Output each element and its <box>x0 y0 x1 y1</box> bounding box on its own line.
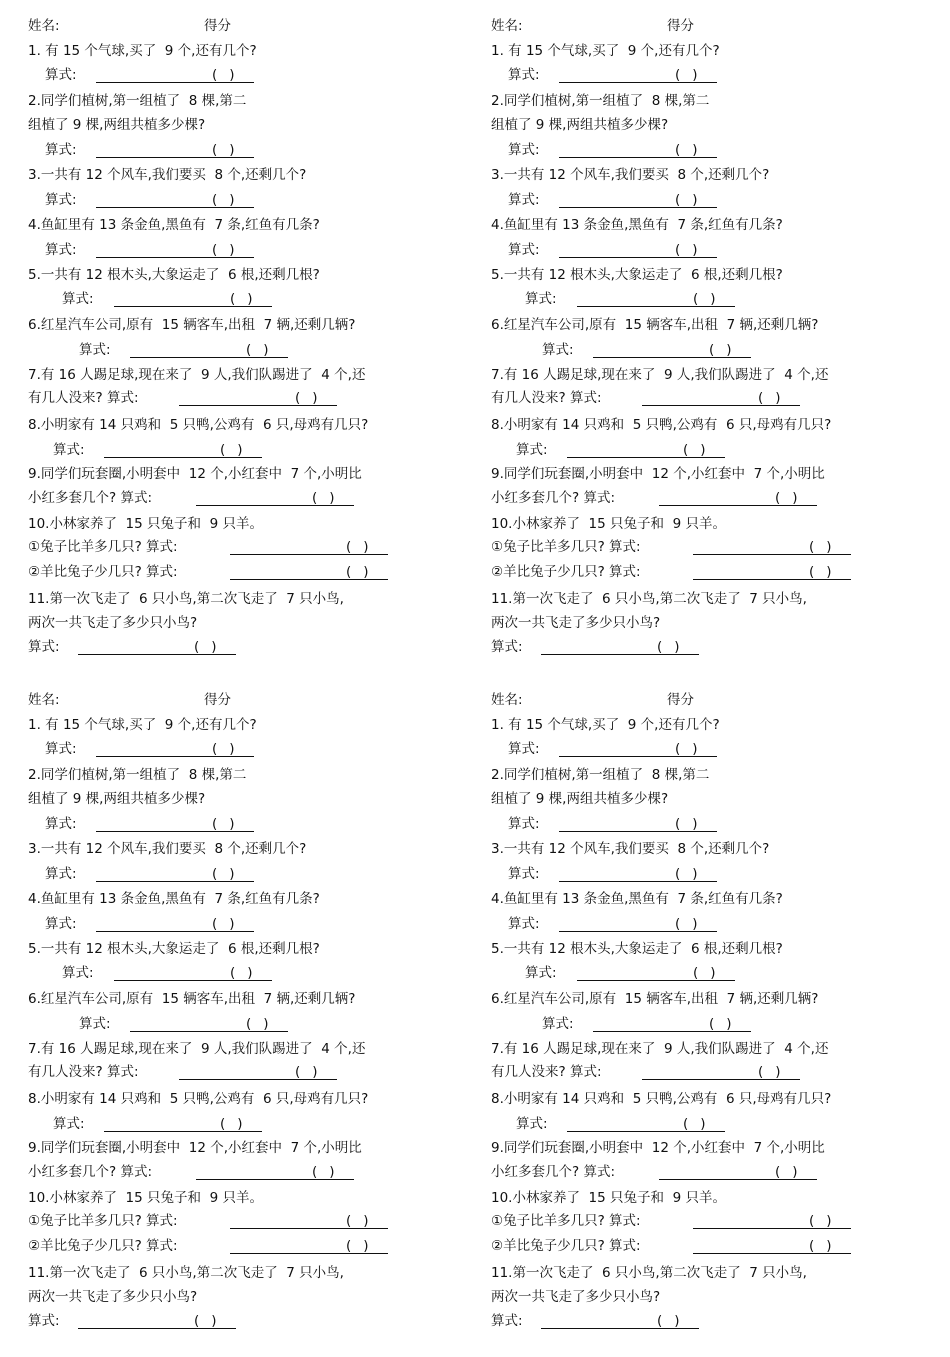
answer-paren: ( ) <box>683 1116 706 1132</box>
question-10-part-a: ①兔子比羊多几只? 算式: <box>28 539 178 555</box>
question-8: 8.小明家有 14 只鸡和 5 只鸭,公鸡有 6 只,母鸡有几只? <box>491 417 832 433</box>
question-2-cont: 组植了 9 棵,两组共植多少棵? <box>491 117 669 133</box>
answer-line[interactable] <box>593 342 751 358</box>
question-2-cont: 组植了 9 棵,两组共植多少棵? <box>28 117 206 133</box>
question-5: 5.一共有 12 根木头,大象运走了 6 根,还剩几根? <box>491 267 783 283</box>
question-10-part-a: ①兔子比羊多几只? 算式: <box>491 1213 641 1229</box>
answer-line[interactable] <box>96 242 254 258</box>
answer-line[interactable] <box>104 1116 262 1132</box>
question-11-cont: 两次一共飞走了多少只小鸟? <box>28 1289 198 1305</box>
answer-line[interactable] <box>559 67 717 83</box>
question-7-cont: 有几人没来? 算式: <box>491 390 602 406</box>
formula-label: 算式: <box>508 192 540 208</box>
question-10: 10.小林家养了 15 只兔子和 9 只羊。 <box>28 516 263 532</box>
answer-line[interactable] <box>559 192 717 208</box>
question-11: 11.第一次飞走了 6 只小鸟,第二次飞走了 7 只小鸟, <box>491 1265 807 1281</box>
answer-line[interactable] <box>559 242 717 258</box>
score-label: 得分 <box>667 18 694 34</box>
answer-paren: ( ) <box>709 1016 732 1032</box>
answer-paren: ( ) <box>220 1116 243 1132</box>
formula-label: 算式: <box>45 741 77 757</box>
formula-label: 算式: <box>79 1016 111 1032</box>
question-1: 1. 有 15 个气球,买了 9 个,还有几个? <box>491 43 720 59</box>
question-9-cont: 小红多套几个? 算式: <box>491 490 616 506</box>
answer-line[interactable] <box>96 741 254 757</box>
score-label: 得分 <box>667 692 694 708</box>
answer-paren: ( ) <box>758 390 781 406</box>
question-10-part-a: ①兔子比羊多几只? 算式: <box>28 1213 178 1229</box>
formula-label: 算式: <box>508 866 540 882</box>
answer-line[interactable] <box>659 490 817 506</box>
answer-line[interactable] <box>541 1313 699 1329</box>
answer-line[interactable] <box>78 1313 236 1329</box>
answer-paren: ( ) <box>230 291 253 307</box>
question-6: 6.红星汽车公司,原有 15 辆客车,出租 7 辆,还剩几辆? <box>491 991 819 1007</box>
answer-line[interactable] <box>96 916 254 932</box>
answer-paren: ( ) <box>212 916 235 932</box>
answer-line[interactable] <box>179 1064 337 1080</box>
question-8: 8.小明家有 14 只鸡和 5 只鸭,公鸡有 6 只,母鸡有几只? <box>491 1091 832 1107</box>
answer-paren: ( ) <box>295 1064 318 1080</box>
answer-paren: ( ) <box>675 67 698 83</box>
answer-paren: ( ) <box>809 1238 832 1254</box>
answer-paren: ( ) <box>346 539 369 555</box>
question-6: 6.红星汽车公司,原有 15 辆客车,出租 7 辆,还剩几辆? <box>491 317 819 333</box>
question-11: 11.第一次飞走了 6 只小鸟,第二次飞走了 7 只小鸟, <box>28 1265 344 1281</box>
answer-line[interactable] <box>559 916 717 932</box>
answer-paren: ( ) <box>212 741 235 757</box>
formula-label: 算式: <box>542 1016 574 1032</box>
formula-label: 算式: <box>45 142 77 158</box>
question-4: 4.鱼缸里有 13 条金鱼,黑鱼有 7 条,红鱼有几条? <box>28 891 320 907</box>
answer-line[interactable] <box>693 1213 851 1229</box>
answer-line[interactable] <box>179 390 337 406</box>
answer-line[interactable] <box>78 639 236 655</box>
answer-paren: ( ) <box>775 1164 798 1180</box>
question-5: 5.一共有 12 根木头,大象运走了 6 根,还剩几根? <box>28 941 320 957</box>
question-7: 7.有 16 人踢足球,现在来了 9 人,我们队踢进了 4 个,还 <box>491 1041 829 1057</box>
formula-label: 算式: <box>62 965 94 981</box>
question-4: 4.鱼缸里有 13 条金鱼,黑鱼有 7 条,红鱼有几条? <box>28 217 320 233</box>
question-1: 1. 有 15 个气球,买了 9 个,还有几个? <box>28 717 257 733</box>
question-2-cont: 组植了 9 棵,两组共植多少棵? <box>491 791 669 807</box>
answer-paren: ( ) <box>809 539 832 555</box>
name-label: 姓名: <box>491 692 523 708</box>
formula-label: 算式: <box>508 816 540 832</box>
answer-line[interactable] <box>642 1064 800 1080</box>
name-label: 姓名: <box>28 692 60 708</box>
answer-line[interactable] <box>559 142 717 158</box>
answer-line[interactable] <box>96 816 254 832</box>
answer-paren: ( ) <box>675 741 698 757</box>
formula-label: 算式: <box>542 342 574 358</box>
answer-paren: ( ) <box>212 866 235 882</box>
question-3: 3.一共有 12 个风车,我们要买 8 个,还剩几个? <box>491 841 770 857</box>
formula-label: 算式: <box>45 67 77 83</box>
formula-label: 算式: <box>525 291 557 307</box>
answer-paren: ( ) <box>675 866 698 882</box>
formula-label: 算式: <box>491 639 523 655</box>
formula-label: 算式: <box>53 1116 85 1132</box>
answer-line[interactable] <box>693 564 851 580</box>
formula-label: 算式: <box>28 1313 60 1329</box>
formula-label: 算式: <box>53 442 85 458</box>
answer-paren: ( ) <box>194 1313 217 1329</box>
question-2: 2.同学们植树,第一组植了 8 棵,第二 <box>28 93 247 109</box>
answer-line[interactable] <box>230 539 388 555</box>
answer-paren: ( ) <box>775 490 798 506</box>
answer-paren: ( ) <box>657 1313 680 1329</box>
question-10-part-b: ②羊比兔子少几只? 算式: <box>491 564 641 580</box>
worksheet-bottom-right <box>491 692 941 1357</box>
formula-label: 算式: <box>516 1116 548 1132</box>
answer-line[interactable] <box>693 1238 851 1254</box>
formula-label: 算式: <box>45 816 77 832</box>
question-4: 4.鱼缸里有 13 条金鱼,黑鱼有 7 条,红鱼有几条? <box>491 217 783 233</box>
question-9: 9.同学们玩套圈,小明套中 12 个,小红套中 7 个,小明比 <box>28 466 362 482</box>
answer-paren: ( ) <box>675 192 698 208</box>
question-11-cont: 两次一共飞走了多少只小鸟? <box>28 615 198 631</box>
question-5: 5.一共有 12 根木头,大象运走了 6 根,还剩几根? <box>491 941 783 957</box>
answer-paren: ( ) <box>675 142 698 158</box>
answer-line[interactable] <box>559 816 717 832</box>
answer-paren: ( ) <box>657 639 680 655</box>
answer-line[interactable] <box>96 192 254 208</box>
question-2: 2.同学们植树,第一组植了 8 棵,第二 <box>491 767 710 783</box>
question-11: 11.第一次飞走了 6 只小鸟,第二次飞走了 7 只小鸟, <box>28 591 344 607</box>
answer-paren: ( ) <box>675 242 698 258</box>
answer-line[interactable] <box>559 741 717 757</box>
answer-paren: ( ) <box>212 816 235 832</box>
formula-label: 算式: <box>508 741 540 757</box>
question-9: 9.同学们玩套圈,小明套中 12 个,小红套中 7 个,小明比 <box>491 466 825 482</box>
answer-paren: ( ) <box>230 965 253 981</box>
question-10-part-b: ②羊比兔子少几只? 算式: <box>491 1238 641 1254</box>
answer-line[interactable] <box>593 1016 751 1032</box>
answer-line[interactable] <box>577 965 735 981</box>
question-11-cont: 两次一共飞走了多少只小鸟? <box>491 615 661 631</box>
formula-label: 算式: <box>491 1313 523 1329</box>
name-label: 姓名: <box>491 18 523 34</box>
answer-paren: ( ) <box>220 442 243 458</box>
formula-label: 算式: <box>508 242 540 258</box>
answer-line[interactable] <box>693 539 851 555</box>
answer-line[interactable] <box>559 866 717 882</box>
question-2: 2.同学们植树,第一组植了 8 棵,第二 <box>491 93 710 109</box>
formula-label: 算式: <box>79 342 111 358</box>
question-9-cont: 小红多套几个? 算式: <box>28 1164 153 1180</box>
answer-paren: ( ) <box>212 67 235 83</box>
answer-paren: ( ) <box>246 1016 269 1032</box>
formula-label: 算式: <box>516 442 548 458</box>
question-1: 1. 有 15 个气球,买了 9 个,还有几个? <box>28 43 257 59</box>
answer-line[interactable] <box>567 442 725 458</box>
answer-line[interactable] <box>642 390 800 406</box>
answer-line[interactable] <box>230 1213 388 1229</box>
worksheet-top-right <box>491 18 941 683</box>
question-10: 10.小林家养了 15 只兔子和 9 只羊。 <box>491 1190 726 1206</box>
question-10-part-a: ①兔子比羊多几只? 算式: <box>491 539 641 555</box>
answer-line[interactable] <box>659 1164 817 1180</box>
question-7-cont: 有几人没来? 算式: <box>28 1064 139 1080</box>
question-4: 4.鱼缸里有 13 条金鱼,黑鱼有 7 条,红鱼有几条? <box>491 891 783 907</box>
answer-line[interactable] <box>196 1164 354 1180</box>
question-1: 1. 有 15 个气球,买了 9 个,还有几个? <box>491 717 720 733</box>
question-9: 9.同学们玩套圈,小明套中 12 个,小红套中 7 个,小明比 <box>28 1140 362 1156</box>
question-2-cont: 组植了 9 棵,两组共植多少棵? <box>28 791 206 807</box>
question-6: 6.红星汽车公司,原有 15 辆客车,出租 7 辆,还剩几辆? <box>28 991 356 1007</box>
answer-paren: ( ) <box>194 639 217 655</box>
answer-paren: ( ) <box>212 142 235 158</box>
answer-line[interactable] <box>230 1238 388 1254</box>
formula-label: 算式: <box>45 242 77 258</box>
formula-label: 算式: <box>508 142 540 158</box>
name-label: 姓名: <box>28 18 60 34</box>
question-10: 10.小林家养了 15 只兔子和 9 只羊。 <box>491 516 726 532</box>
formula-label: 算式: <box>28 639 60 655</box>
answer-paren: ( ) <box>675 916 698 932</box>
question-2: 2.同学们植树,第一组植了 8 棵,第二 <box>28 767 247 783</box>
answer-paren: ( ) <box>693 291 716 307</box>
question-8: 8.小明家有 14 只鸡和 5 只鸭,公鸡有 6 只,母鸡有几只? <box>28 1091 369 1107</box>
formula-label: 算式: <box>45 866 77 882</box>
formula-label: 算式: <box>508 67 540 83</box>
question-3: 3.一共有 12 个风车,我们要买 8 个,还剩几个? <box>28 167 307 183</box>
answer-line[interactable] <box>114 291 272 307</box>
answer-paren: ( ) <box>346 1238 369 1254</box>
answer-line[interactable] <box>130 342 288 358</box>
question-10-part-b: ②羊比兔子少几只? 算式: <box>28 1238 178 1254</box>
answer-line[interactable] <box>96 67 254 83</box>
answer-line[interactable] <box>577 291 735 307</box>
answer-line[interactable] <box>230 564 388 580</box>
question-11-cont: 两次一共飞走了多少只小鸟? <box>491 1289 661 1305</box>
question-3: 3.一共有 12 个风车,我们要买 8 个,还剩几个? <box>491 167 770 183</box>
answer-line[interactable] <box>196 490 354 506</box>
answer-line[interactable] <box>541 639 699 655</box>
answer-paren: ( ) <box>709 342 732 358</box>
formula-label: 算式: <box>45 192 77 208</box>
answer-line[interactable] <box>96 142 254 158</box>
answer-paren: ( ) <box>809 1213 832 1229</box>
answer-line[interactable] <box>96 866 254 882</box>
question-8: 8.小明家有 14 只鸡和 5 只鸭,公鸡有 6 只,母鸡有几只? <box>28 417 369 433</box>
answer-paren: ( ) <box>295 390 318 406</box>
answer-paren: ( ) <box>212 192 235 208</box>
worksheet-top-left <box>28 18 478 683</box>
answer-paren: ( ) <box>683 442 706 458</box>
question-3: 3.一共有 12 个风车,我们要买 8 个,还剩几个? <box>28 841 307 857</box>
question-9-cont: 小红多套几个? 算式: <box>28 490 153 506</box>
answer-line[interactable] <box>567 1116 725 1132</box>
question-6: 6.红星汽车公司,原有 15 辆客车,出租 7 辆,还剩几辆? <box>28 317 356 333</box>
question-7-cont: 有几人没来? 算式: <box>28 390 139 406</box>
formula-label: 算式: <box>525 965 557 981</box>
question-10-part-b: ②羊比兔子少几只? 算式: <box>28 564 178 580</box>
question-7: 7.有 16 人踢足球,现在来了 9 人,我们队踢进了 4 个,还 <box>28 367 366 383</box>
formula-label: 算式: <box>45 916 77 932</box>
answer-line[interactable] <box>114 965 272 981</box>
question-9: 9.同学们玩套圈,小明套中 12 个,小红套中 7 个,小明比 <box>491 1140 825 1156</box>
answer-paren: ( ) <box>758 1064 781 1080</box>
answer-paren: ( ) <box>312 490 335 506</box>
score-label: 得分 <box>204 18 231 34</box>
answer-paren: ( ) <box>212 242 235 258</box>
score-label: 得分 <box>204 692 231 708</box>
formula-label: 算式: <box>508 916 540 932</box>
question-11: 11.第一次飞走了 6 只小鸟,第二次飞走了 7 只小鸟, <box>491 591 807 607</box>
question-7-cont: 有几人没来? 算式: <box>491 1064 602 1080</box>
answer-paren: ( ) <box>312 1164 335 1180</box>
formula-label: 算式: <box>62 291 94 307</box>
question-5: 5.一共有 12 根木头,大象运走了 6 根,还剩几根? <box>28 267 320 283</box>
question-7: 7.有 16 人踢足球,现在来了 9 人,我们队踢进了 4 个,还 <box>491 367 829 383</box>
answer-line[interactable] <box>104 442 262 458</box>
answer-paren: ( ) <box>675 816 698 832</box>
answer-paren: ( ) <box>246 342 269 358</box>
question-9-cont: 小红多套几个? 算式: <box>491 1164 616 1180</box>
question-10: 10.小林家养了 15 只兔子和 9 只羊。 <box>28 1190 263 1206</box>
answer-paren: ( ) <box>809 564 832 580</box>
answer-paren: ( ) <box>346 564 369 580</box>
question-7: 7.有 16 人踢足球,现在来了 9 人,我们队踢进了 4 个,还 <box>28 1041 366 1057</box>
worksheet-bottom-left <box>28 692 478 1357</box>
answer-line[interactable] <box>130 1016 288 1032</box>
answer-paren: ( ) <box>693 965 716 981</box>
answer-paren: ( ) <box>346 1213 369 1229</box>
